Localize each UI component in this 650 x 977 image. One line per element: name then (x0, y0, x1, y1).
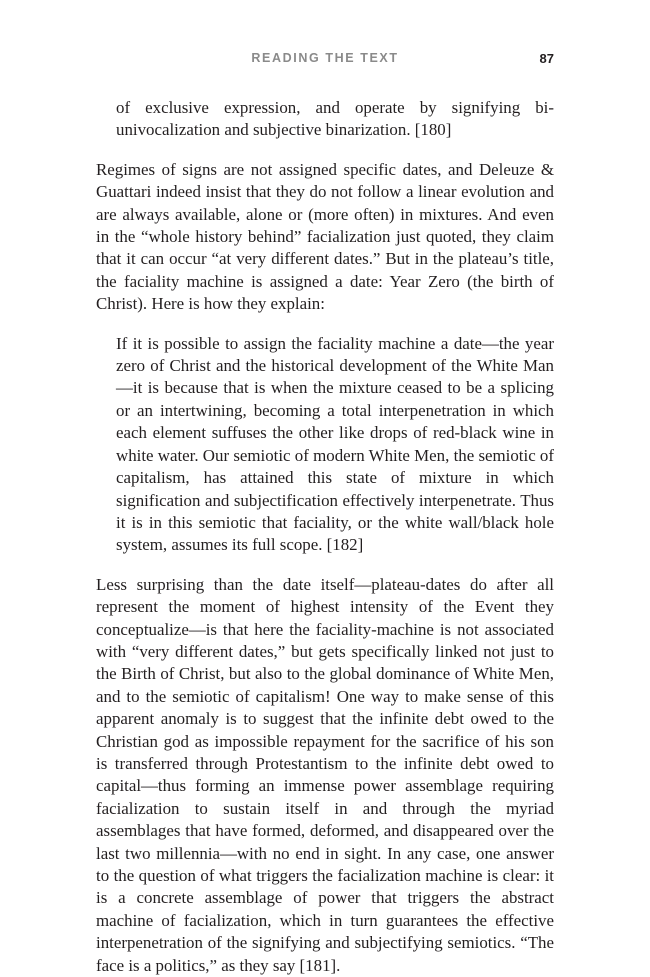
page-header (0, 51, 650, 71)
block-quote: If it is possible to assign the faciality machine a date—the year zero of Christ and the historical development of the White Man—it is because that is when the mixture ceased to be a splicing or an intertwining, becoming a total interpenetration in which each element suffuses the other like drops of red-black wine in white water. Our semiotic of modern White Men, the semiotic of capitalism, has attained this state of mixture in which signification and subjectification effectively interpenetrate. Thus it is in this semiotic that faciality, or the white wall/black hole system, assumes its full scope. [182] (116, 333, 554, 555)
block-quote-continued: of exclusive expression, and operate by signifying bi-univocalization and subjective binarization. [180] (116, 98, 554, 140)
body-paragraph-1: Regimes of signs are not assigned specific dates, and Deleuze & Guattari indeed insist that they do not follow a linear evolution and are always available, alone or (more often) in mixtures. And even in the “whole history behind” facialization just quoted, they claim that it can occur “at very different dates.” But in the plateau’s title, the faciality machine is assigned a date: Year Zero (the birth of Christ). Here is how they explain: (96, 159, 554, 314)
page-number: 87 (539, 51, 554, 66)
page-body (96, 97, 554, 977)
body-paragraph-2: Less surprising than the date itself—plateau-dates do after all represent the moment of highest intensity of the Event they conceptualize—is that here the faciality-machine is not associated with “very different dates,” but gets specifically linked not just to the Birth of Christ, but also to the global dominance of White Men, and to the semiotic of capitalism! One way to make sense of this apparent anomaly is to suggest that the infinite debt owed to the Christian god as impossible repayment for the sacrifice of his son is transferred through Protestantism to the infinite debt owed to capital—thus forming an immense power assemblage requiring facialization to sustain itself in and through the myriad assemblages that have formed, deformed, and disappeared over the last two millennia—with no end in sight. In any case, one answer to the question of what triggers the facialization machine is clear: it is a concrete assemblage of power that triggers the abstract machine of facialization, which in turn guarantees the effective interpenetration of the signifying and subjectifying semiotics. “The face is a politics,” as they say [181]. (96, 574, 554, 975)
running-head: READING THE TEXT (251, 51, 399, 65)
